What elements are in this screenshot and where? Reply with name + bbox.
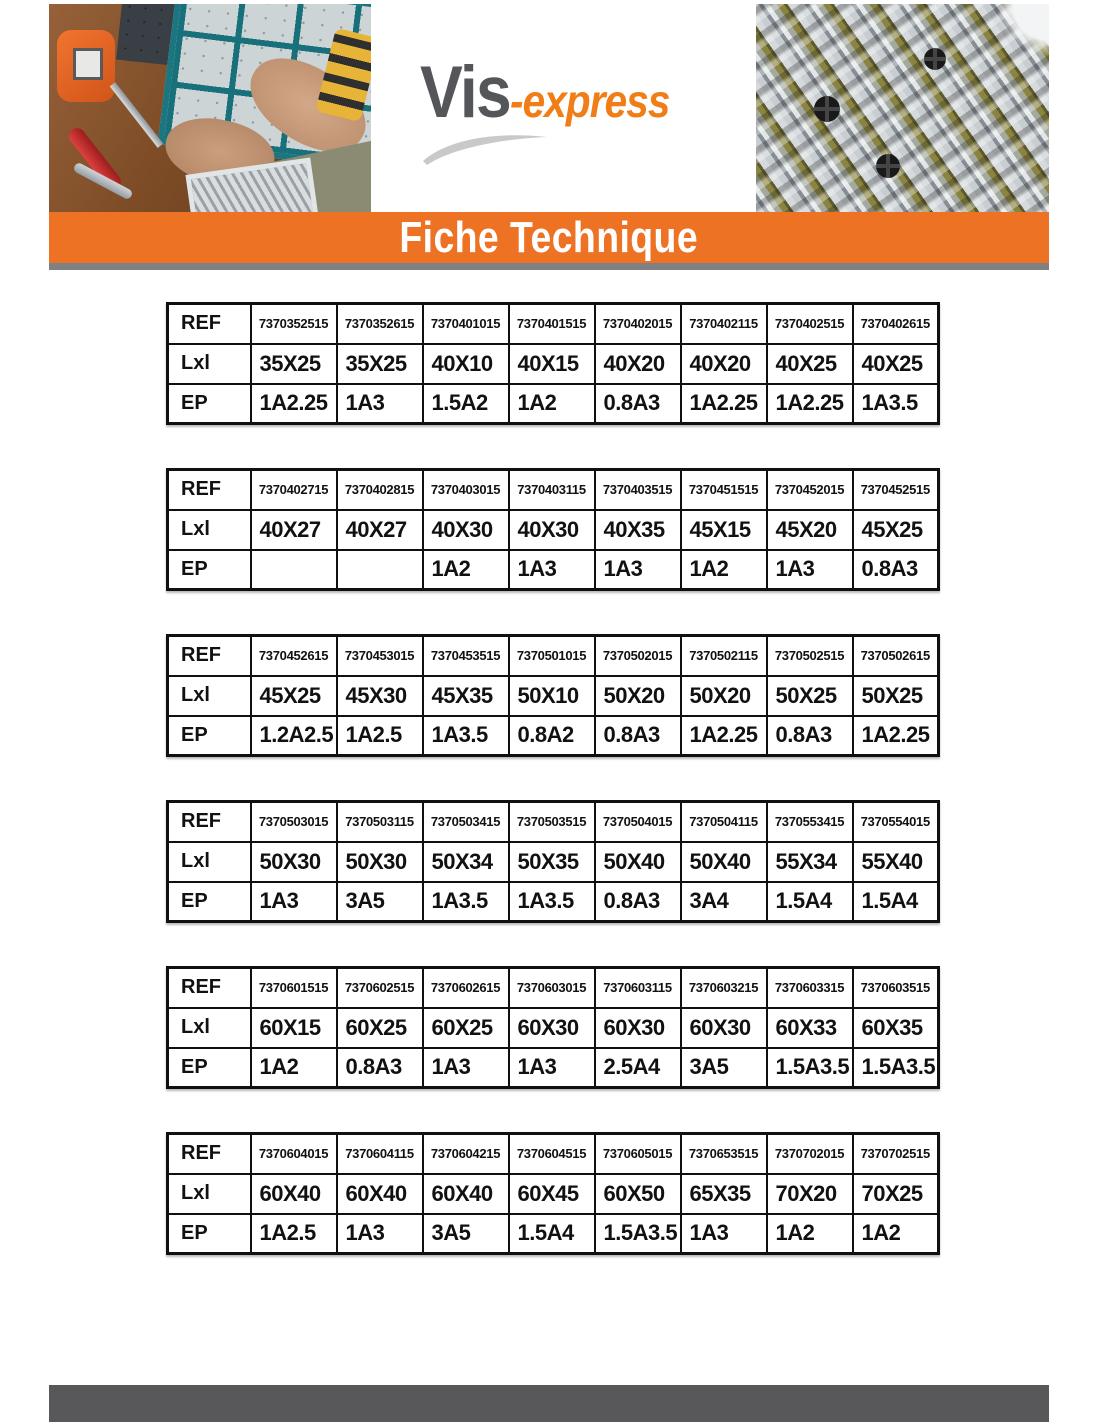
cell-lxl-4: 60X30 [509, 1008, 595, 1048]
cell-lxl-3: 50X34 [423, 842, 509, 882]
row-label-ep: EP [168, 384, 251, 424]
cell-ep-7: 1A2.25 [767, 384, 853, 424]
tape-measure-decor [57, 30, 115, 102]
cell-refs-2: 7370602515 [337, 968, 423, 1008]
cell-ep-2 [337, 550, 423, 590]
cell-ep-6: 1A3 [681, 1214, 767, 1254]
cell-ep-5: 1A3 [595, 550, 681, 590]
table-row-lxl [168, 676, 939, 716]
cell-refs-8: 7370702515 [853, 1134, 939, 1174]
cell-lxl-2: 45X30 [337, 676, 423, 716]
table-row-ep [168, 882, 939, 922]
cell-refs-2: 7370352615 [337, 304, 423, 344]
cell-lxl-8: 55X40 [853, 842, 939, 882]
cell-refs-8: 7370402615 [853, 304, 939, 344]
cell-ep-7: 1.5A4 [767, 882, 853, 922]
workbench-photo [49, 4, 371, 212]
cell-ep-4: 1A3.5 [509, 882, 595, 922]
cell-ep-5: 0.8A3 [595, 716, 681, 756]
cell-ep-6: 1A2 [681, 550, 767, 590]
row-label-refs: REF [168, 636, 251, 676]
cell-ep-8: 0.8A3 [853, 550, 939, 590]
table-row-refs [168, 968, 939, 1008]
cell-lxl-4: 50X35 [509, 842, 595, 882]
table-row-lxl [168, 510, 939, 550]
screw-head-decor [876, 154, 900, 178]
cell-refs-5: 7370504015 [595, 802, 681, 842]
cell-refs-3: 7370503415 [423, 802, 509, 842]
cell-ep-3: 1A2 [423, 550, 509, 590]
screw-head-decor [924, 48, 946, 70]
cell-lxl-8: 45X25 [853, 510, 939, 550]
table-row-refs [168, 802, 939, 842]
cell-lxl-7: 50X25 [767, 676, 853, 716]
cell-lxl-8: 40X25 [853, 344, 939, 384]
row-label-lxl: Lxl [168, 842, 251, 882]
cell-lxl-1: 50X30 [251, 842, 337, 882]
row-label-refs: REF [168, 968, 251, 1008]
row-label-lxl: Lxl [168, 510, 251, 550]
cell-refs-6: 7370653515 [681, 1134, 767, 1174]
cell-ep-2: 0.8A3 [337, 1048, 423, 1088]
cell-refs-1: 7370601515 [251, 968, 337, 1008]
cell-lxl-5: 60X50 [595, 1174, 681, 1214]
cell-ep-4: 1A3 [509, 1048, 595, 1088]
cell-refs-5: 7370403515 [595, 470, 681, 510]
cell-ep-3: 1A3.5 [423, 716, 509, 756]
cell-lxl-5: 40X20 [595, 344, 681, 384]
cell-ep-7: 1A3 [767, 550, 853, 590]
cell-ep-8: 1.5A3.5 [853, 1048, 939, 1088]
row-label-lxl: Lxl [168, 344, 251, 384]
cell-lxl-6: 50X40 [681, 842, 767, 882]
cell-refs-5: 7370502015 [595, 636, 681, 676]
row-label-ep: EP [168, 1048, 251, 1088]
cell-refs-3: 7370453515 [423, 636, 509, 676]
banner-underline [49, 263, 1049, 270]
cell-refs-2: 7370503115 [337, 802, 423, 842]
cell-lxl-8: 60X35 [853, 1008, 939, 1048]
table-row-refs [168, 470, 939, 510]
cell-lxl-3: 45X35 [423, 676, 509, 716]
cell-ep-3: 3A5 [423, 1214, 509, 1254]
spec-table-3 [166, 634, 940, 757]
cell-refs-6: 7370603215 [681, 968, 767, 1008]
table-row-ep [168, 384, 939, 424]
cell-lxl-5: 40X35 [595, 510, 681, 550]
cell-ep-6: 3A5 [681, 1048, 767, 1088]
cell-refs-7: 7370553415 [767, 802, 853, 842]
spec-table-6 [166, 1132, 940, 1255]
cell-ep-4: 1.5A4 [509, 1214, 595, 1254]
cell-ep-4: 0.8A2 [509, 716, 595, 756]
cell-lxl-2: 50X30 [337, 842, 423, 882]
cell-refs-5: 7370605015 [595, 1134, 681, 1174]
cell-refs-3: 7370604215 [423, 1134, 509, 1174]
cell-refs-7: 7370603315 [767, 968, 853, 1008]
cell-lxl-4: 40X15 [509, 344, 595, 384]
cell-lxl-2: 60X40 [337, 1174, 423, 1214]
cell-lxl-3: 60X25 [423, 1008, 509, 1048]
cell-ep-1: 1.2A2.5 [251, 716, 337, 756]
table-row-refs [168, 304, 939, 344]
cell-ep-1 [251, 550, 337, 590]
cell-lxl-1: 45X25 [251, 676, 337, 716]
cell-lxl-5: 50X20 [595, 676, 681, 716]
cell-lxl-1: 40X27 [251, 510, 337, 550]
cell-lxl-4: 50X10 [509, 676, 595, 716]
cell-ep-2: 3A5 [337, 882, 423, 922]
cell-ep-3: 1A3 [423, 1048, 509, 1088]
cell-ep-1: 1A3 [251, 882, 337, 922]
row-label-lxl: Lxl [168, 1008, 251, 1048]
cell-ep-5: 2.5A4 [595, 1048, 681, 1088]
cell-refs-3: 7370403015 [423, 470, 509, 510]
cell-lxl-3: 40X30 [423, 510, 509, 550]
cell-refs-2: 7370453015 [337, 636, 423, 676]
row-label-refs: REF [168, 304, 251, 344]
cell-lxl-7: 40X25 [767, 344, 853, 384]
cell-refs-1: 7370604015 [251, 1134, 337, 1174]
spec-table-1 [166, 302, 940, 425]
cell-lxl-3: 40X10 [423, 344, 509, 384]
footer-bar [49, 1385, 1049, 1422]
cell-ep-7: 1.5A3.5 [767, 1048, 853, 1088]
cell-ep-8: 1.5A4 [853, 882, 939, 922]
cell-refs-3: 7370401015 [423, 304, 509, 344]
row-label-ep: EP [168, 882, 251, 922]
cell-ep-1: 1A2.25 [251, 384, 337, 424]
row-label-lxl: Lxl [168, 1174, 251, 1214]
cell-lxl-3: 60X40 [423, 1174, 509, 1214]
cell-refs-5: 7370603115 [595, 968, 681, 1008]
cell-lxl-8: 70X25 [853, 1174, 939, 1214]
cell-ep-8: 1A2 [853, 1214, 939, 1254]
title-banner [49, 212, 1049, 263]
cell-refs-1: 7370503015 [251, 802, 337, 842]
cell-lxl-7: 55X34 [767, 842, 853, 882]
cell-refs-6: 7370451515 [681, 470, 767, 510]
cell-lxl-8: 50X25 [853, 676, 939, 716]
cell-refs-8: 7370452515 [853, 470, 939, 510]
cell-lxl-5: 60X30 [595, 1008, 681, 1048]
table-row-refs [168, 1134, 939, 1174]
row-label-ep: EP [168, 1214, 251, 1254]
row-label-ep: EP [168, 550, 251, 590]
row-label-refs: REF [168, 1134, 251, 1174]
cell-refs-3: 7370602615 [423, 968, 509, 1008]
row-label-lxl: Lxl [168, 676, 251, 716]
table-row-ep [168, 1214, 939, 1254]
cell-ep-3: 1A3.5 [423, 882, 509, 922]
cell-refs-4: 7370501015 [509, 636, 595, 676]
cell-lxl-6: 40X20 [681, 344, 767, 384]
table-row-ep [168, 550, 939, 590]
cell-lxl-4: 60X45 [509, 1174, 595, 1214]
cell-ep-4: 1A2 [509, 384, 595, 424]
cell-refs-2: 7370604115 [337, 1134, 423, 1174]
cell-lxl-5: 50X40 [595, 842, 681, 882]
page-title: Fiche Technique [399, 212, 699, 262]
cell-refs-4: 7370403115 [509, 470, 595, 510]
cell-refs-7: 7370452015 [767, 470, 853, 510]
cell-lxl-7: 70X20 [767, 1174, 853, 1214]
screw-head-decor [814, 96, 840, 122]
cell-refs-4: 7370603015 [509, 968, 595, 1008]
table-row-ep [168, 716, 939, 756]
cell-lxl-6: 60X30 [681, 1008, 767, 1048]
cell-refs-1: 7370452615 [251, 636, 337, 676]
cell-refs-4: 7370503515 [509, 802, 595, 842]
table-row-lxl [168, 842, 939, 882]
logo-area [371, 4, 756, 212]
cell-ep-5: 1.5A3.5 [595, 1214, 681, 1254]
cell-ep-1: 1A2.5 [251, 1214, 337, 1254]
cell-lxl-1: 60X40 [251, 1174, 337, 1214]
spec-table-5 [166, 966, 940, 1089]
cell-lxl-1: 60X15 [251, 1008, 337, 1048]
cell-ep-6: 1A2.25 [681, 716, 767, 756]
cell-lxl-7: 60X33 [767, 1008, 853, 1048]
cell-lxl-4: 40X30 [509, 510, 595, 550]
cell-refs-1: 7370402715 [251, 470, 337, 510]
cell-refs-6: 7370402115 [681, 304, 767, 344]
cell-ep-5: 0.8A3 [595, 384, 681, 424]
header [49, 4, 1049, 212]
cell-refs-8: 7370603515 [853, 968, 939, 1008]
cell-ep-8: 1A3.5 [853, 384, 939, 424]
brand-logo [420, 52, 670, 133]
cell-ep-7: 1A2 [767, 1214, 853, 1254]
spec-table-2 [166, 468, 940, 591]
cell-refs-2: 7370402815 [337, 470, 423, 510]
swoosh-underline-icon [417, 128, 553, 166]
cell-lxl-6: 50X20 [681, 676, 767, 716]
cell-ep-2: 1A3 [337, 1214, 423, 1254]
logo-express-text: -express [509, 75, 670, 127]
row-label-refs: REF [168, 802, 251, 842]
row-label-ep: EP [168, 716, 251, 756]
cell-lxl-6: 45X15 [681, 510, 767, 550]
table-row-refs [168, 636, 939, 676]
cell-refs-5: 7370402015 [595, 304, 681, 344]
cell-ep-1: 1A2 [251, 1048, 337, 1088]
cell-ep-4: 1A3 [509, 550, 595, 590]
cell-ep-5: 0.8A3 [595, 882, 681, 922]
table-row-lxl [168, 1008, 939, 1048]
cell-lxl-2: 60X25 [337, 1008, 423, 1048]
screws-photo [756, 4, 1049, 212]
cell-refs-7: 7370702015 [767, 1134, 853, 1174]
spec-table-4 [166, 800, 940, 923]
cell-refs-6: 7370504115 [681, 802, 767, 842]
cell-lxl-1: 35X25 [251, 344, 337, 384]
cell-ep-2: 1A3 [337, 384, 423, 424]
cell-refs-1: 7370352515 [251, 304, 337, 344]
cell-refs-4: 7370401515 [509, 304, 595, 344]
screwdriver-shaft-decor [110, 82, 164, 148]
cell-lxl-7: 45X20 [767, 510, 853, 550]
cell-lxl-2: 35X25 [337, 344, 423, 384]
cell-refs-6: 7370502115 [681, 636, 767, 676]
cell-refs-7: 7370402515 [767, 304, 853, 344]
cell-ep-3: 1.5A2 [423, 384, 509, 424]
table-row-lxl [168, 1174, 939, 1214]
table-row-ep [168, 1048, 939, 1088]
cell-refs-4: 7370604515 [509, 1134, 595, 1174]
cell-ep-6: 3A4 [681, 882, 767, 922]
cell-ep-8: 1A2.25 [853, 716, 939, 756]
cell-refs-8: 7370554015 [853, 802, 939, 842]
cell-ep-6: 1A2.25 [681, 384, 767, 424]
cell-lxl-6: 65X35 [681, 1174, 767, 1214]
row-label-refs: REF [168, 470, 251, 510]
cell-refs-7: 7370502515 [767, 636, 853, 676]
table-row-lxl [168, 344, 939, 384]
cell-refs-8: 7370502615 [853, 636, 939, 676]
cell-lxl-2: 40X27 [337, 510, 423, 550]
cell-ep-7: 0.8A3 [767, 716, 853, 756]
logo-vis-text: Vis [420, 52, 510, 133]
cell-ep-2: 1A2.5 [337, 716, 423, 756]
